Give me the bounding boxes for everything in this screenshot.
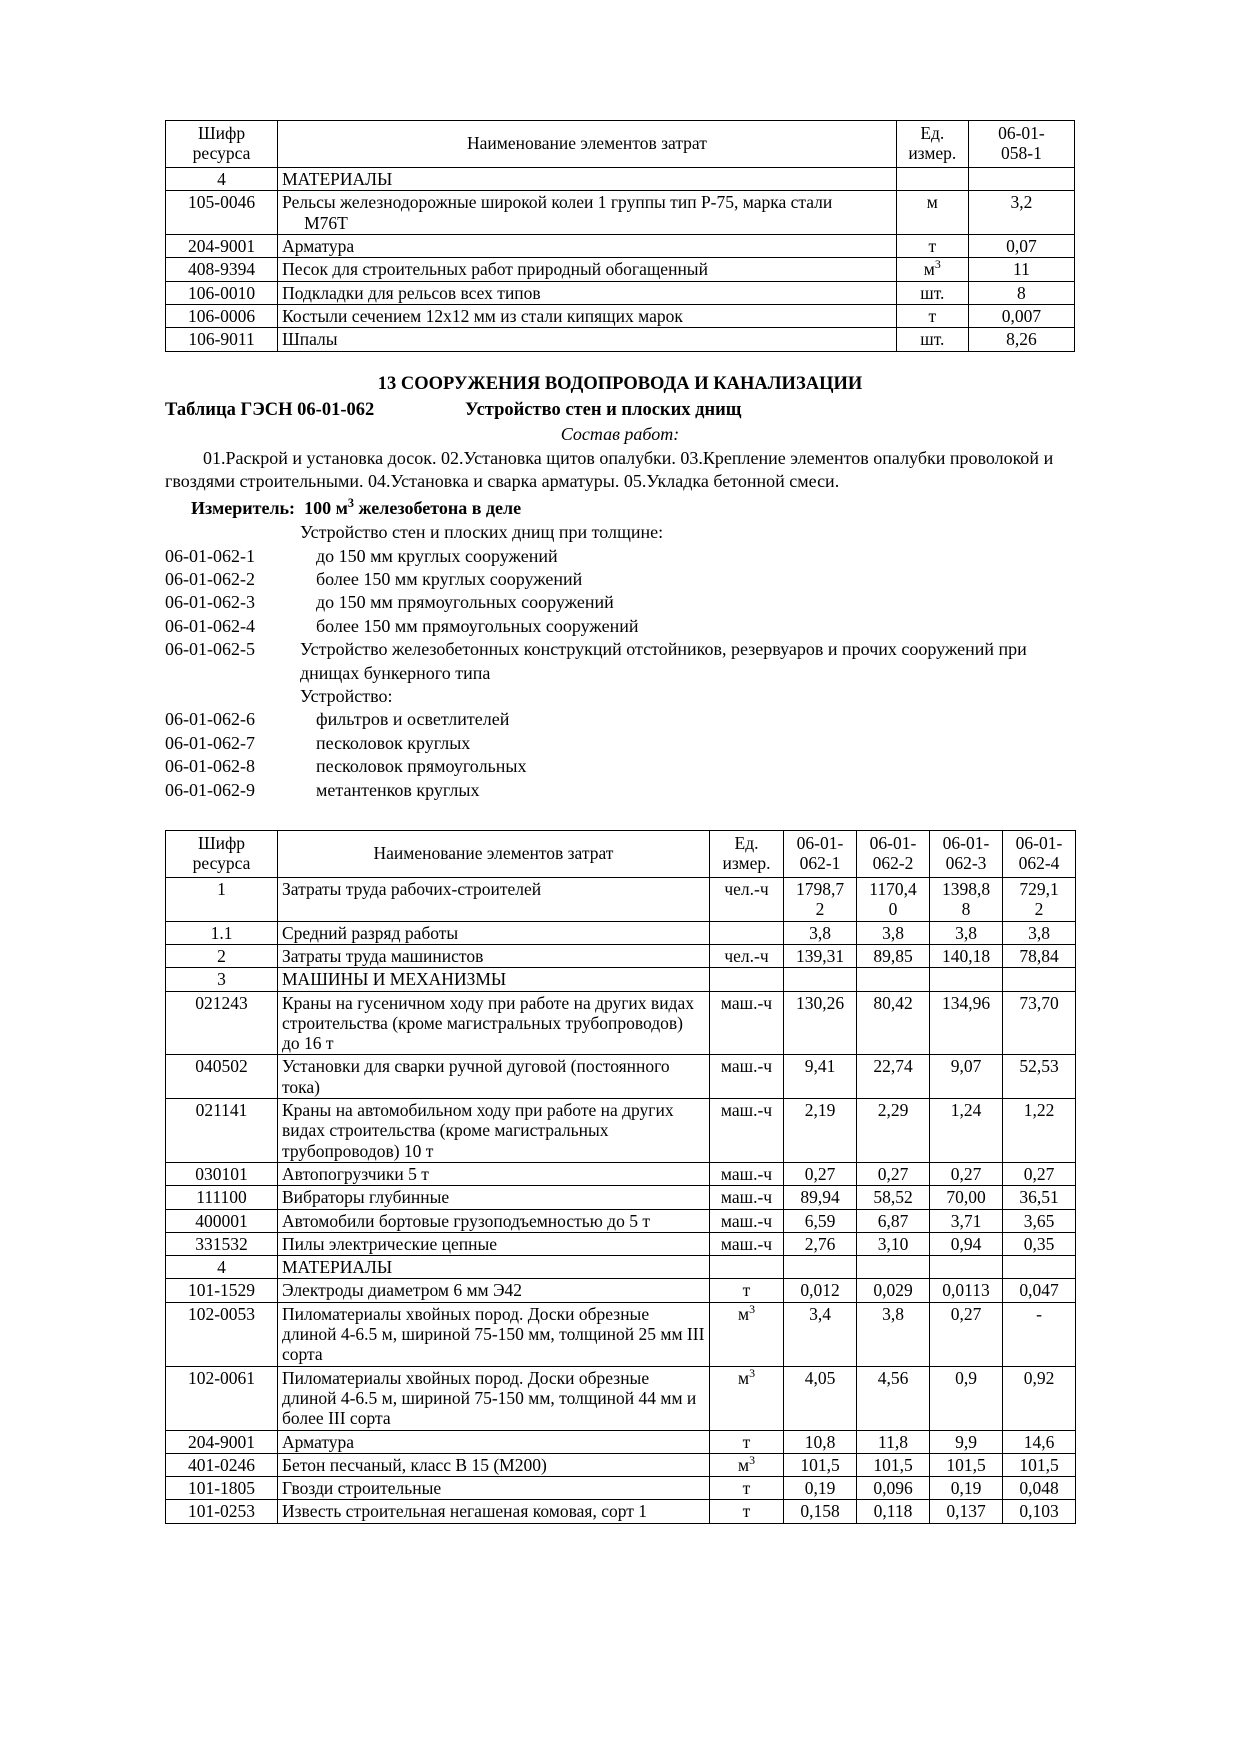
cell-value	[1003, 968, 1076, 991]
code-list-item	[165, 732, 1075, 755]
th-unit	[896, 121, 968, 168]
cell-unit: маш.-ч	[710, 1055, 784, 1099]
cell-code: 106-0006	[166, 304, 278, 327]
cell-name: Краны на гусеничном ходу при работе на других видах строительства (кроме магистральных трубопроводов) до 16 т	[278, 991, 710, 1055]
code-list-item	[165, 568, 1075, 591]
cell-value: 0,012	[784, 1279, 857, 1302]
cell-unit	[710, 921, 784, 944]
cell-value: 0,137	[930, 1500, 1003, 1523]
cell-name: Песок для строительных работ природный обогащенный	[278, 258, 897, 281]
cell-name: Средний разряд работы	[278, 921, 710, 944]
cell-code: 040502	[166, 1055, 278, 1099]
cell-code: 106-0010	[166, 281, 278, 304]
th-unit-line1: Ед.	[734, 832, 759, 853]
cell-value: 6,87	[857, 1209, 930, 1232]
cell-value: 4,56	[857, 1366, 930, 1430]
table-row	[166, 328, 1075, 351]
cell-value: 52,53	[1003, 1055, 1076, 1099]
table-row	[166, 235, 1075, 258]
th-code	[166, 121, 278, 168]
cell-value: 101,5	[1003, 1453, 1076, 1476]
th-val-line2: 058-1	[1001, 142, 1042, 163]
cell-name: Бетон песчаный, класс В 15 (М200)	[278, 1453, 710, 1476]
cell-value	[857, 968, 930, 991]
table2-header-row	[166, 830, 1076, 877]
cell-unit: т	[896, 235, 968, 258]
cell-code: 2	[166, 944, 278, 967]
table-row	[166, 1162, 1076, 1185]
cell-code: 1	[166, 878, 278, 922]
th-col-line1: 06-01-	[796, 832, 844, 853]
code-id: 06-01-062-9	[165, 779, 255, 800]
table-row	[166, 1232, 1076, 1255]
table-row	[166, 944, 1076, 967]
cell-value: 3,8	[1003, 921, 1076, 944]
cell-unit: маш.-ч	[710, 1232, 784, 1255]
cell-value: 0,27	[857, 1162, 930, 1185]
cell-value: 3,8	[857, 1302, 930, 1366]
measure-label: Измеритель:	[191, 497, 296, 518]
table-row	[166, 1477, 1076, 1500]
cell-value: 0,158	[784, 1500, 857, 1523]
cell-code: 400001	[166, 1209, 278, 1232]
measure-line	[165, 497, 1075, 520]
table-row	[166, 1186, 1076, 1209]
code-desc: песколовок круглых	[316, 732, 471, 753]
cell-unit: маш.-ч	[710, 1162, 784, 1185]
cell-value: 58,52	[857, 1186, 930, 1209]
th-col-062-2	[857, 830, 930, 877]
codes-subheading-thickness: Устройство стен и плоских днищ при толщине:	[300, 522, 664, 543]
cell-value: 11	[968, 258, 1074, 281]
th-value-06-01-058-1	[968, 121, 1074, 168]
cell-value: 8,26	[968, 328, 1074, 351]
cell-name: Автопогрузчики 5 т	[278, 1162, 710, 1185]
cell-value: 101,5	[784, 1453, 857, 1476]
cell-value: 729,1 2	[1003, 878, 1076, 922]
cell-unit: чел.-ч	[710, 878, 784, 922]
cell-unit: т	[710, 1500, 784, 1523]
table-row	[166, 1209, 1076, 1232]
cell-unit	[896, 168, 968, 191]
cell-name: МАТЕРИАЛЫ	[278, 1256, 710, 1279]
cell-value: 73,70	[1003, 991, 1076, 1055]
unit-base: м	[923, 259, 935, 280]
cell-value: 0,007	[968, 304, 1074, 327]
code-desc: до 150 мм прямоугольных сооружений	[316, 592, 614, 613]
cell-name: Известь строительная негашеная комовая, сорт 1	[278, 1500, 710, 1523]
cell-code: 331532	[166, 1232, 278, 1255]
cell-value: 6,59	[784, 1209, 857, 1232]
unit-base: м	[737, 1367, 750, 1388]
code-list-item	[165, 708, 1075, 731]
section-title: 13 СООРУЖЕНИЯ ВОДОПРОВОДА И КАНАЛИЗАЦИИ	[377, 373, 863, 394]
code-id: 06-01-062-3	[165, 592, 255, 613]
cell-unit: т	[710, 1279, 784, 1302]
table-caption-name: Устройство стен и плоских днищ	[465, 399, 742, 420]
cell-unit	[710, 1453, 784, 1476]
table2-body	[166, 878, 1076, 1524]
cell-value: 2,76	[784, 1232, 857, 1255]
cell-value: 101,5	[857, 1453, 930, 1476]
cell-value: 0,9	[930, 1366, 1003, 1430]
table-caption-label: Таблица ГЭСН 06-01-062	[165, 399, 375, 420]
table2-header	[166, 830, 1076, 877]
works-composition-body: 01.Раскрой и установка досок. 02.Установка щитов опалубки. 03.Крепление элементов опалубки проволокой и гвоздями строительными. 04.Установка и сварка арматуры. 05.Укладка бетонной смеси.	[165, 448, 1054, 492]
cell-name: Шпалы	[278, 328, 897, 351]
table-row	[166, 1500, 1076, 1523]
cell-value: 139,31	[784, 944, 857, 967]
measure-value-sup: 3	[347, 495, 354, 510]
cell-unit: т	[710, 1430, 784, 1453]
cell-unit: маш.-ч	[710, 1186, 784, 1209]
table-row	[166, 991, 1076, 1055]
table-row	[166, 1055, 1076, 1099]
cell-name-line2: М76Т	[304, 212, 348, 233]
code-desc: метантенков круглых	[316, 779, 480, 800]
code-id: 06-01-062-1	[165, 545, 255, 566]
th-col-line2: 062-2	[872, 852, 914, 873]
code-list-item	[165, 545, 1075, 568]
cell-unit	[896, 258, 968, 281]
cell-name: Электроды диаметром 6 мм Э42	[278, 1279, 710, 1302]
cell-value: 3,71	[930, 1209, 1003, 1232]
table1-body	[166, 168, 1075, 351]
cell-value: 89,85	[857, 944, 930, 967]
cell-code: 4	[166, 1256, 278, 1279]
cell-value: 9,07	[930, 1055, 1003, 1099]
code-id: 06-01-062-4	[165, 615, 255, 636]
cell-value: 130,26	[784, 991, 857, 1055]
cell-value: 0,048	[1003, 1477, 1076, 1500]
cell-value	[930, 1256, 1003, 1279]
cell-value: 3,4	[784, 1302, 857, 1366]
cell-unit: м	[896, 191, 968, 235]
cell-value: 0,92	[1003, 1366, 1076, 1430]
th-unit-line1: Ед.	[920, 123, 945, 143]
cell-value: 3,8	[784, 921, 857, 944]
cell-name: Арматура	[278, 235, 897, 258]
code-id: 06-01-062-2	[165, 569, 255, 589]
cell-value: 2,29	[857, 1099, 930, 1163]
unit-base: м	[737, 1454, 750, 1475]
th-code	[166, 830, 278, 877]
cell-value: 101,5	[930, 1453, 1003, 1476]
cell-value: 9,9	[930, 1430, 1003, 1453]
cell-value: 8	[968, 281, 1074, 304]
th-col-062-4	[1003, 830, 1076, 877]
cell-value: 140,18	[930, 944, 1003, 967]
cell-name: Установки для сварки ручной дуговой (постоянного тока)	[278, 1055, 710, 1099]
cell-value: 3,8	[930, 921, 1003, 944]
code-id: 06-01-062-7	[165, 732, 255, 753]
cell-value: 0,19	[930, 1477, 1003, 1500]
cell-value: 3,2	[968, 191, 1074, 235]
cell-value: 0,94	[930, 1232, 1003, 1255]
cell-value: 0,07	[968, 235, 1074, 258]
cell-code: 101-1805	[166, 1477, 278, 1500]
th-unit-line2: измер.	[908, 142, 957, 163]
table-row	[166, 1256, 1076, 1279]
cell-unit: шт.	[896, 328, 968, 351]
th-code-line2: ресурса	[192, 852, 251, 873]
code-list-item	[165, 779, 1075, 802]
cell-value: 36,51	[1003, 1186, 1076, 1209]
measure-value-pre: 100 м	[304, 497, 348, 518]
cell-value	[784, 968, 857, 991]
table-caption	[165, 398, 1075, 422]
cell-value: 1,24	[930, 1099, 1003, 1163]
cell-unit	[710, 1256, 784, 1279]
cell-value: 1170,4 0	[857, 878, 930, 922]
cell-name-line1: Рельсы железнодорожные широкой колеи 1 группы тип Р-75, марка стали	[282, 192, 833, 213]
cell-value: 4,05	[784, 1366, 857, 1430]
resource-table-058	[165, 120, 1075, 352]
unit-base: м	[737, 1303, 750, 1324]
cell-code: 401-0246	[166, 1453, 278, 1476]
cell-code: 204-9001	[166, 235, 278, 258]
cell-unit: т	[896, 304, 968, 327]
cell-value: 11,8	[857, 1430, 930, 1453]
th-code-line1: Шифр	[197, 832, 246, 853]
th-col-062-1	[784, 830, 857, 877]
th-col-line2: 062-3	[945, 852, 987, 873]
cell-value	[968, 168, 1074, 191]
code-desc: более 150 мм прямоугольных сооружений	[316, 615, 639, 636]
unit-sup: 3	[749, 1301, 756, 1316]
code-desc: Устройство железобетонных конструкций отстойников, резервуаров и прочих сооружений при днищах бункерного типа	[300, 639, 1027, 683]
table-row	[166, 1279, 1076, 1302]
cell-code: 1.1	[166, 921, 278, 944]
code-list-item	[165, 638, 1075, 685]
cell-value: 0,35	[1003, 1232, 1076, 1255]
cell-code: 3	[166, 968, 278, 991]
cell-value: 0,096	[857, 1477, 930, 1500]
cell-value: 0,103	[1003, 1500, 1076, 1523]
cell-unit: чел.-ч	[710, 944, 784, 967]
table1-header	[166, 121, 1075, 168]
cell-value	[857, 1256, 930, 1279]
cell-value: 9,41	[784, 1055, 857, 1099]
section-text-block	[165, 372, 1075, 802]
cell-name: Затраты труда машинистов	[278, 944, 710, 967]
cell-value: 3,65	[1003, 1209, 1076, 1232]
code-id: 06-01-062-5	[165, 639, 255, 660]
th-unit-line2: измер.	[722, 852, 771, 873]
table1-header-row	[166, 121, 1075, 168]
cell-value: 2,19	[784, 1099, 857, 1163]
th-col-line2: 062-4	[1018, 852, 1060, 873]
code-list-item	[165, 615, 1075, 638]
cell-name: Арматура	[278, 1430, 710, 1453]
cell-code: 102-0061	[166, 1366, 278, 1430]
cell-value: 78,84	[1003, 944, 1076, 967]
cell-value: -	[1003, 1302, 1076, 1366]
table-row	[166, 968, 1076, 991]
cell-name: Костыли сечением 12х12 мм из стали кипящих марок	[278, 304, 897, 327]
cell-value: 10,8	[784, 1430, 857, 1453]
code-list-b	[165, 708, 1075, 802]
th-col-line1: 06-01-	[869, 832, 917, 853]
cell-value: 0,27	[930, 1162, 1003, 1185]
th-col-062-3	[930, 830, 1003, 877]
cell-code: 111100	[166, 1186, 278, 1209]
works-composition-title: Состав работ:	[560, 423, 680, 444]
cell-code: 204-9001	[166, 1430, 278, 1453]
cell-name: Пилы электрические цепные	[278, 1232, 710, 1255]
cell-value: 0,118	[857, 1500, 930, 1523]
th-unit	[710, 830, 784, 877]
cell-unit: маш.-ч	[710, 1209, 784, 1232]
cell-value: 0,27	[784, 1162, 857, 1185]
cell-value: 89,94	[784, 1186, 857, 1209]
cell-name: Вибраторы глубинные	[278, 1186, 710, 1209]
cell-value: 80,42	[857, 991, 930, 1055]
table-row	[166, 1366, 1076, 1430]
cell-value: 0,19	[784, 1477, 857, 1500]
cell-code: 408-9394	[166, 258, 278, 281]
cell-code: 021141	[166, 1099, 278, 1163]
table-row	[166, 1453, 1076, 1476]
cell-value: 22,74	[857, 1055, 930, 1099]
th-val-line1: 06-01-	[998, 123, 1045, 143]
code-desc: более 150 мм круглых сооружений	[316, 569, 583, 589]
cell-name: Подкладки для рельсов всех типов	[278, 281, 897, 304]
cell-unit: шт.	[896, 281, 968, 304]
cell-value: 0,029	[857, 1279, 930, 1302]
table-row	[166, 878, 1076, 922]
cell-value: 1,22	[1003, 1099, 1076, 1163]
unit-sup: 3	[749, 1365, 756, 1380]
code-id: 06-01-062-8	[165, 756, 255, 777]
table-row	[166, 281, 1075, 304]
resource-table-062-wrapper	[165, 830, 1075, 1524]
cell-value: 3,8	[857, 921, 930, 944]
cell-value: 1398,8 8	[930, 878, 1003, 922]
cell-unit: маш.-ч	[710, 991, 784, 1055]
cell-code: 101-1529	[166, 1279, 278, 1302]
code-desc: фильтров и осветлителей	[316, 709, 510, 730]
cell-value: 14,6	[1003, 1430, 1076, 1453]
cell-code: 106-9011	[166, 328, 278, 351]
code-id: 06-01-062-6	[165, 709, 255, 730]
unit-sup: 3	[749, 1452, 756, 1467]
cell-name	[278, 191, 897, 235]
code-list-a	[165, 545, 1075, 685]
table-row	[166, 304, 1075, 327]
cell-value	[1003, 1256, 1076, 1279]
cell-value: 1798,7 2	[784, 878, 857, 922]
cell-value: 0,27	[1003, 1162, 1076, 1185]
th-code-line1: Шифр	[198, 123, 246, 143]
code-desc: песколовок прямоугольных	[316, 756, 527, 777]
cell-code: 102-0053	[166, 1302, 278, 1366]
cell-unit: маш.-ч	[710, 1099, 784, 1163]
unit-sup: 3	[934, 257, 941, 272]
table-row	[166, 1302, 1076, 1366]
cell-code: 030101	[166, 1162, 278, 1185]
table-row	[166, 168, 1075, 191]
cell-value: 134,96	[930, 991, 1003, 1055]
cell-name: Автомобили бортовые грузоподъемностью до 5 т	[278, 1209, 710, 1232]
cell-value: 70,00	[930, 1186, 1003, 1209]
cell-unit: т	[710, 1477, 784, 1500]
measure-value-post: железобетона в деле	[353, 497, 522, 518]
cell-value: 0,0113	[930, 1279, 1003, 1302]
cell-name: МАШИНЫ И МЕХАНИЗМЫ	[278, 968, 710, 991]
code-list-item	[165, 591, 1075, 614]
th-name: Наименование элементов затрат	[278, 121, 897, 168]
cell-name: МАТЕРИАЛЫ	[278, 168, 897, 191]
th-col-line1: 06-01-	[942, 832, 990, 853]
cell-code: 105-0046	[166, 191, 278, 235]
cell-unit	[710, 1366, 784, 1430]
codes-subheading-device: Устройство:	[300, 685, 393, 706]
cell-name: Затраты труда рабочих-строителей	[278, 878, 710, 922]
cell-value: 3,10	[857, 1232, 930, 1255]
cell-value	[784, 1256, 857, 1279]
cell-name: Гвозди строительные	[278, 1477, 710, 1500]
th-col-line1: 06-01-	[1015, 832, 1063, 853]
cell-name: Пиломатериалы хвойных пород. Доски обрезные длиной 4-6.5 м, шириной 75-150 мм, толщиной 25 мм III сорта	[278, 1302, 710, 1366]
cell-unit	[710, 968, 784, 991]
cell-value: 0,27	[930, 1302, 1003, 1366]
cell-value	[930, 968, 1003, 991]
th-name: Наименование элементов затрат	[278, 830, 710, 877]
cell-name: Краны на автомобильном ходу при работе на других видах строительства (кроме магистральных трубопроводов) 10 т	[278, 1099, 710, 1163]
code-desc: до 150 мм круглых сооружений	[316, 545, 558, 566]
th-code-line2: ресурса	[192, 142, 251, 163]
table-row	[166, 921, 1076, 944]
table-row	[166, 258, 1075, 281]
resource-table-062	[165, 830, 1076, 1524]
cell-unit	[710, 1302, 784, 1366]
table-row	[166, 1430, 1076, 1453]
cell-name: Пиломатериалы хвойных пород. Доски обрезные длиной 4-6.5 м, шириной 75-150 мм, толщиной 44 мм и более III сорта	[278, 1366, 710, 1430]
cell-value: 0,047	[1003, 1279, 1076, 1302]
th-col-line2: 062-1	[799, 852, 841, 873]
cell-code: 101-0253	[166, 1500, 278, 1523]
code-list-item	[165, 755, 1075, 778]
table-row	[166, 191, 1075, 235]
table-row	[166, 1099, 1076, 1163]
cell-code: 4	[166, 168, 278, 191]
cell-code: 021243	[166, 991, 278, 1055]
